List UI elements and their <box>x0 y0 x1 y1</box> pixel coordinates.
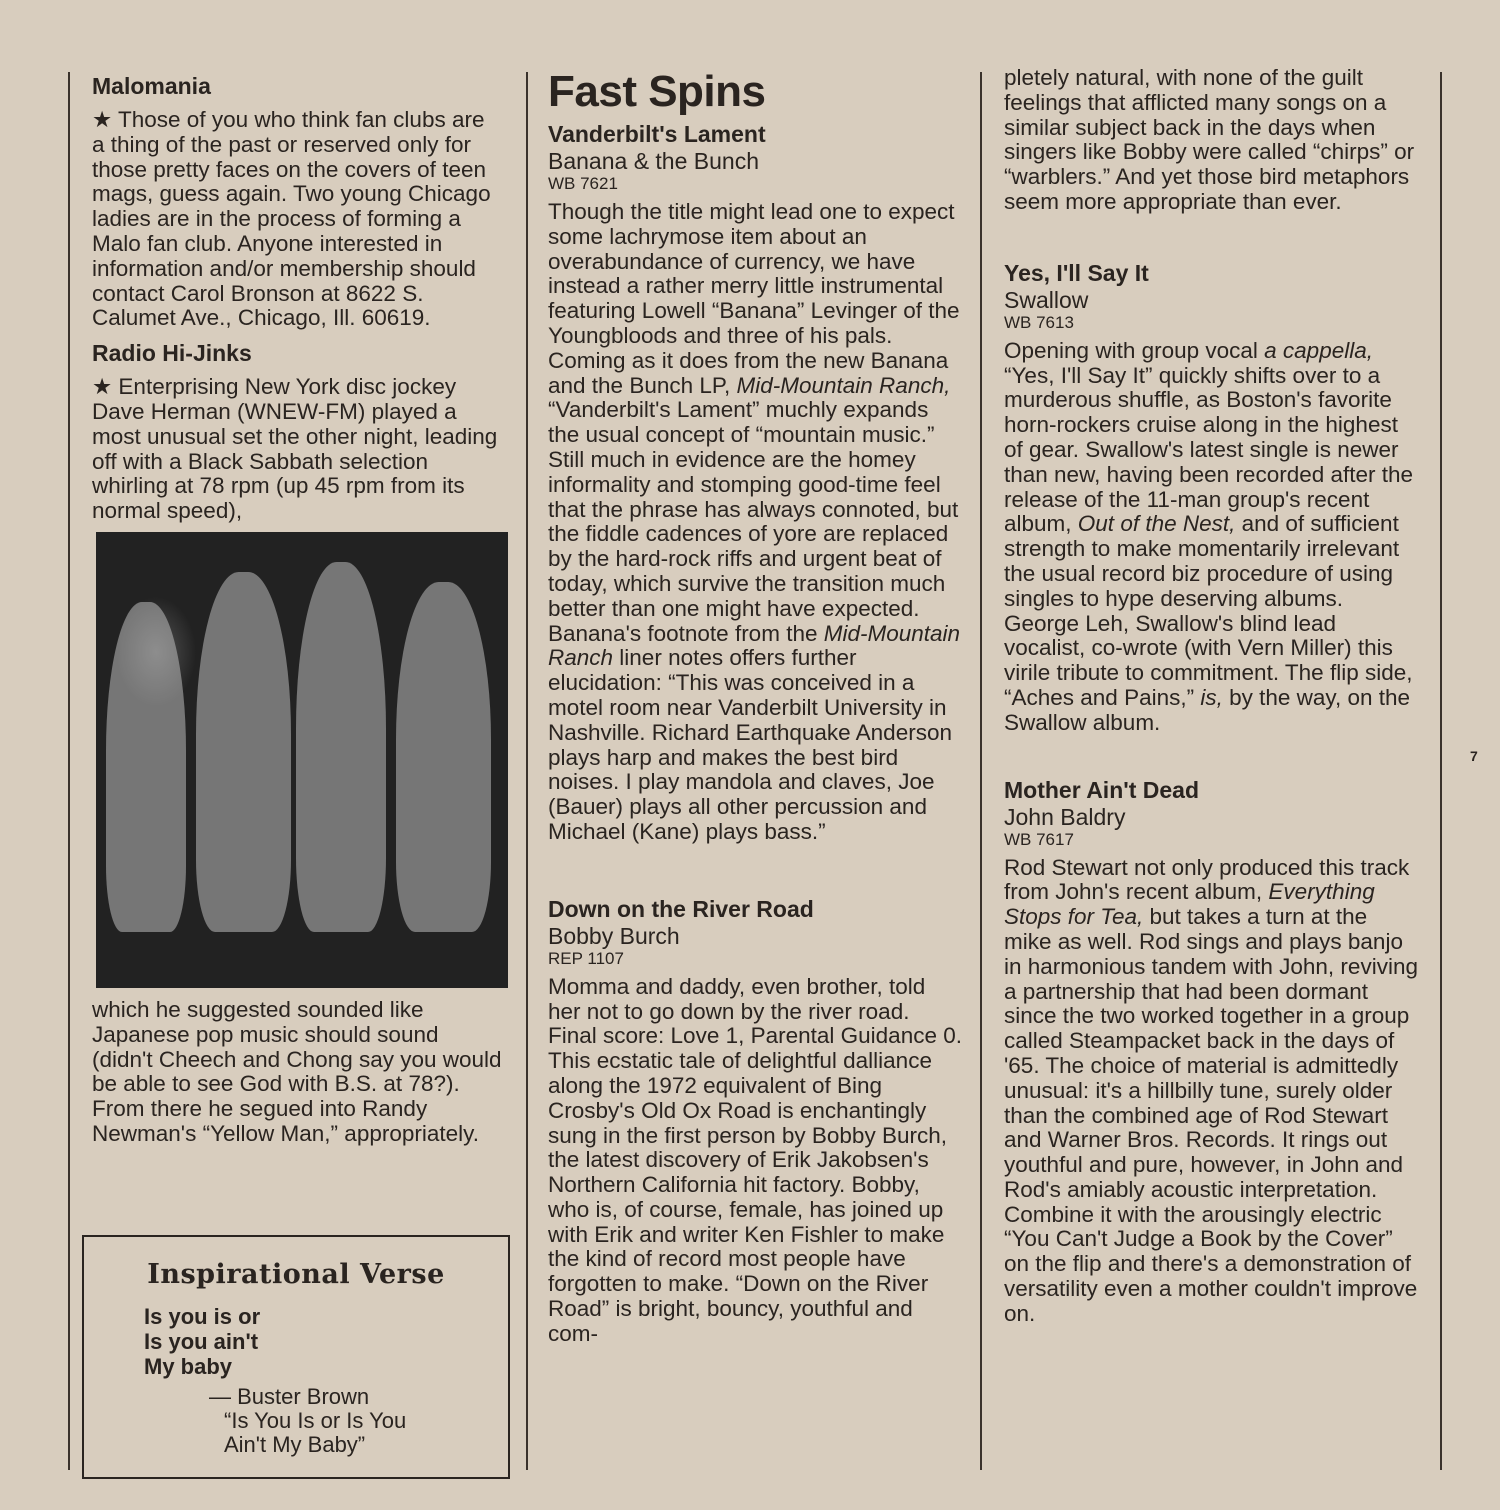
text-run: Rod Stewart not only produced this track from John's recent album, <box>1004 854 1410 905</box>
review-catalog-rep1107: REP 1107 <box>548 948 624 968</box>
verse-lines <box>144 1304 508 1379</box>
italic-album-title: Mid-Mountain Ranch <box>548 620 961 671</box>
italic-album-title: Mid-Mountain Ranch, <box>736 372 951 398</box>
review-title-yes-ill-say-it: Yes, I'll Say It <box>1004 259 1149 286</box>
column-rule-2 <box>980 72 982 1470</box>
heading-malomania: Malomania <box>92 73 211 99</box>
text-run: and of sufficient strength to make momentarily irrelevant the usual record biz procedure of using singles to hype deserving albums. George Leh, Swallow's blind lead vocalist, co-wrote (with Vern Miller) this virile tribute to commitment. The flip side, “Aches and Pains,” <box>1004 511 1413 710</box>
text-run: Opening with group vocal <box>1004 337 1265 363</box>
verse-credit-song-2: Ain't My Baby” <box>224 1432 366 1457</box>
band-photo <box>96 532 508 988</box>
review-title-vanderbilts-lament: Vanderbilt's Lament <box>548 121 766 147</box>
column-right <box>1004 66 1418 1327</box>
italic-word: is, <box>1200 684 1223 710</box>
review-artist-bobby-burch: Bobby Burch <box>548 922 680 949</box>
verse-line-3: My baby <box>144 1354 233 1379</box>
verse-line-2: Is you ain't <box>144 1329 259 1354</box>
review-title-down-on-the-river-road: Down on the River Road <box>548 895 814 922</box>
review-text-continued: pletely natural, with none of the guilt feelings that afflicted many songs on a similar subject back in the days when singers like Bobby were called “chirps” or “warblers.” And yet those bird metaphors seem more appropriate than ever. <box>1004 65 1415 214</box>
review-text-mother-aint-dead <box>1004 856 1418 1327</box>
inspirational-verse-box <box>82 1235 510 1479</box>
verse-title: Inspirational Verse <box>147 1259 445 1290</box>
column-middle <box>548 66 962 1347</box>
malomania-text: ★ Those of you who think fan clubs are a thing of the past or reserved only for those pretty faces on the covers of teen mags, guess again. Two young Chicago ladies are in the process of forming a Malo fan club. Anyone interested in information and/or membership should contact Carol Bronson at 8622 S. Calumet Ave., Chicago, Ill. 60619. <box>92 107 491 331</box>
review-artist-john-baldry: John Baldry <box>1004 803 1126 830</box>
radio-hi-jinks-continued: which he suggested sounded like Japanese pop music should sound (didn't Cheech and Chong say you would be able to see God with B.S. at 78?). From there he segued into Randy Newman's “Yellow Man,” appropriately. <box>92 996 502 1146</box>
heading-radio-hi-jinks: Radio Hi-Jinks <box>92 340 252 367</box>
text-run: Though the title might lead one to expect some lachrymose item about an overabundance of currency, we have instead a rather merry little instrumental featuring Lowell “Banana” Levinger of the Youngbloods and three of his pals. Coming as it does from the new Banana and the Bunch LP, <box>548 199 960 398</box>
review-catalog-wb7617: WB 7617 <box>1004 829 1074 849</box>
right-rule <box>1440 72 1442 1470</box>
left-rule <box>68 72 70 1470</box>
review-catalog-wb7621: WB 7621 <box>548 174 618 193</box>
review-catalog-wb7613: WB 7613 <box>1004 312 1074 332</box>
text-run: liner notes offers further elucidation: “This was conceived in a motel room near Vanderbilt University in Nashville. Richard Earthquake Anderson plays harp and makes the best bird noises. I play mandola and claves, Joe (Bauer) plays all other percussion and Michael (Kane) plays bass.” <box>548 645 952 844</box>
text-run: “Yes, I'll Say It” quickly shifts over to a murderous shuffle, as Boston's favorite horn-rockers cruise along in the highest of gear. Swallow's latest single is newer than new, having been recorded after the release of the 11-man group's recent album, <box>1004 362 1414 537</box>
verse-credit-author: — Buster Brown <box>209 1384 370 1409</box>
verse-credit <box>209 1384 508 1457</box>
review-title-mother-aint-dead: Mother Ain't Dead <box>1004 776 1200 803</box>
italic-album-title: Out of the Nest, <box>1077 511 1236 537</box>
page-number: 7 <box>1470 748 1478 764</box>
review-text-yes-ill-say-it <box>1004 339 1418 736</box>
column-rule-1 <box>526 72 528 1470</box>
verse-line-1: Is you is or <box>144 1304 261 1329</box>
review-text-down-on-the-river-road: Momma and daddy, even brother, told her not to go down by the river road. Final score: Love 1, Parental Guidance 0. This ecstatic tale of delightful dalliance along the 1972 equivalent of Bing Crosby's Old Ox Road is enchantingly sung in the first person by Bobby Burch, the latest discovery of Erik Jakobsen's Northern California hit factory. Bobby, who is, of course, female, has joined up with Erik and writer Ken Fishler to make the kind of record most people have forgotten to make. “Down on the River Road” is bright, bouncy, youthful and com- <box>548 973 962 1346</box>
review-text-vanderbilts-lament <box>548 200 962 845</box>
italic-phrase: a cappella, <box>1264 337 1373 363</box>
fast-spins-title: Fast Spins <box>548 67 766 116</box>
review-artist-swallow: Swallow <box>1004 286 1089 313</box>
text-run: “Vanderbilt's Lament” muchly expands the usual concept of “mountain music.” Still much in evidence are the homey informality and stomping good-time feel that the phrase has always connoted, but the fiddle cadences of yore are replaced by the hard-rock riffs and urgent beat of today, which survive the transition much better than one might have expected. Banana's footnote from the <box>548 397 959 646</box>
text-run: by the way, on the Swallow album. <box>1004 684 1411 735</box>
review-artist-banana: Banana & the Bunch <box>548 148 759 174</box>
text-run: but takes a turn at the mike as well. Rod sings and plays banjo in harmonious tandem with John, reviving a partnership that had been dormant since the two worked together in a group called Steampacket back in the days of '65. The choice of material is admittedly unusual: it's a hillbilly tune, surely older than the combined age of Rod Stewart and Warner Bros. Records. It rings out youthful and pure, however, in John and Rod's amiably acoustic interpretation. Combine it with the arousingly electric “You Can't Judge a Book by the Cover” on the flip and there's a demonstration of versatility even a mother couldn't improve on. <box>1004 904 1418 1326</box>
italic-album-title: Everything Stops for Tea, <box>1004 879 1375 930</box>
verse-credit-song-1: “Is You Is or Is You <box>224 1408 407 1433</box>
radio-hi-jinks-text: ★ Enterprising New York disc jockey Dave Herman (WNEW-FM) played a most unusual set the other night, leading off with a Black Sabbath selection whirling at 78 rpm (up 45 rpm from its normal speed), <box>92 374 498 524</box>
column-left <box>92 72 502 1147</box>
